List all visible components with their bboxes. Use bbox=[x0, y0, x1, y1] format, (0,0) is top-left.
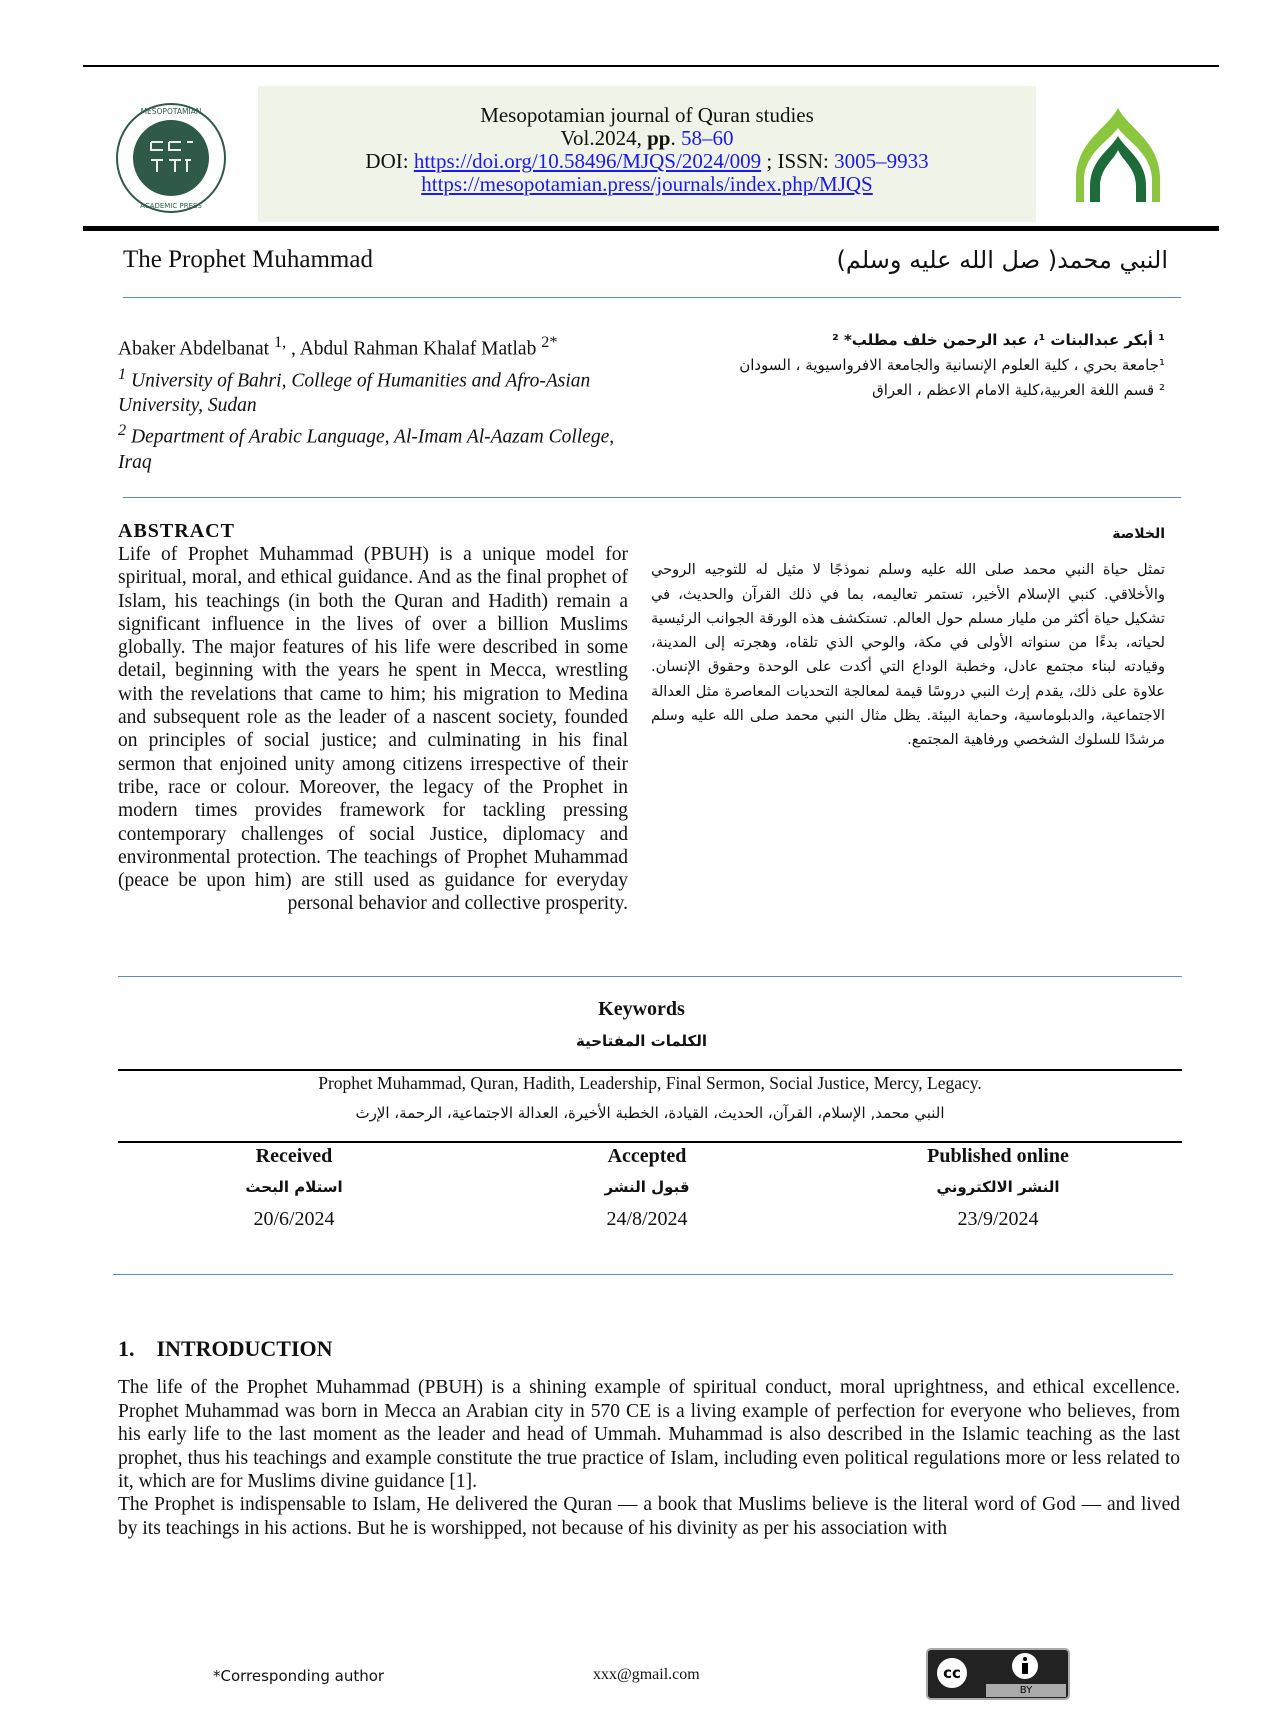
introduction-paragraph-1: The life of the Prophet Muhammad (PBUH) is a shining example of spiritual conduct, moral uprightness, and ethical excellence. Prophet Muhammad was born in Mecca an Arabian city in 570 CE is a living example of perfection for everyone who believes, from his early life to the last moment as the leader and head of Ummah. Muhammad is also described in the Islamic teaching as the last prophet, thus his teachings and example constitute the true practice of Islam, including even political regulations more or less related to it, which are for Muslims divine guidance [1]. bbox=[118, 1377, 1180, 1493]
abstract-heading: ABSTRACT bbox=[118, 520, 235, 542]
mesopotamian-press-logo bbox=[115, 102, 227, 214]
introduction-paragraph-2: The Prophet is indispensable to Islam, He delivered the Quran — a book that Muslims believe is the literal word of God — and lived by its teachings in his actions. But he is worshipped, not because of his divinity as per his association with bbox=[118, 1494, 1180, 1539]
journal-name: Mesopotamian journal of Quran studies bbox=[480, 103, 814, 127]
journal-url-link[interactable]: https://mesopotamian.press/journals/index.php/MJQS bbox=[421, 172, 873, 196]
published-label-arabic: النشر الالكتروني bbox=[936, 1178, 1060, 1196]
affiliation-arabic-2: ² قسم اللغة العربية،كلية الامام الاعظم ، العراق bbox=[872, 381, 1165, 399]
volume-label: Vol.2024, bbox=[560, 126, 648, 150]
pp-label: pp bbox=[647, 126, 671, 150]
header-thick-rule bbox=[83, 226, 1219, 231]
accepted-date: 24/8/2024 bbox=[606, 1208, 688, 1230]
introduction-section bbox=[118, 1337, 1180, 1540]
abstract-text-arabic: تمثل حياة النبي محمد صلى الله عليه وسلم نموذجًا لا مثيل له للتوجيه الروحي والأخلاقي. كنبي الإسلام الأخير، تستمر تعاليمه، بما في ذلك القرآن والحديث، في تشكيل حياة أكثر من مليار مسلم حول العالم. تستكشف هذه الورقة الجوانب الرئيسية لحياته، بدءًا من سنواته الأولى في مكة، والوحي الذي تلقاه، وهجرته إلى المدينة، وقيادته لبناء مجتمع عادل، وخطبة الوداع التي أكدت على الوحدة وحقوق الإنسان. علاوة على ذلك، يقدم إرث النبي دروسًا قيمة لمعالجة التحديات المعاصرة مثل العدالة الاجتماعية، والدبلوماسية، وحماية البيئة. يظل مثال النبي محمد صلى الله عليه وسلم مرشدًا للسلوك الشخصي ورفاهية المجتمع. bbox=[651, 561, 1165, 749]
attribution-icon bbox=[1012, 1653, 1038, 1679]
accepted-column bbox=[497, 1145, 797, 1231]
author-1-sup: 1, bbox=[273, 333, 287, 351]
title-english: The Prophet Muhammad bbox=[123, 246, 373, 273]
svg-text:ACADEMIC PRESS: ACADEMIC PRESS bbox=[140, 202, 202, 210]
received-column bbox=[144, 1145, 444, 1231]
page-range: 58–60 bbox=[680, 126, 734, 150]
abstract-arabic bbox=[651, 522, 1165, 753]
authors-rule bbox=[123, 497, 1181, 498]
by-label: BY bbox=[986, 1684, 1066, 1697]
cc-icon: cc bbox=[934, 1655, 970, 1691]
accepted-label-arabic: قبول النشر bbox=[604, 1178, 690, 1196]
doi-line bbox=[258, 150, 1036, 173]
affiliation-2: $^2$ Department of Arabic Language, Al-Imam Al-Aazam College, Iraq bbox=[118, 421, 615, 473]
corresponding-author-note: *Corresponding author bbox=[213, 1667, 385, 1685]
received-label-arabic: استلام البحث bbox=[245, 1178, 343, 1196]
keywords-heading: Keywords bbox=[598, 998, 685, 1020]
keywords-rule-bottom bbox=[118, 1141, 1182, 1143]
svg-text:MESOPOTAMIAN: MESOPOTAMIAN bbox=[140, 107, 202, 116]
received-label: Received bbox=[255, 1145, 333, 1167]
published-column bbox=[848, 1145, 1148, 1231]
keywords-list-arabic: النبي محمد, الإسلام، القرآن، الحديث، القيادة، الخطبة الأخيرة، العدالة الاجتماعية، الرحمة، الإرث bbox=[355, 1104, 945, 1122]
introduction-heading: 1. INTRODUCTION bbox=[118, 1336, 333, 1361]
dates-rule bbox=[113, 1274, 1173, 1275]
abstract-text: Life of Prophet Muhammad (PBUH) is a unique model for spiritual, moral, and ethical guidance. And as the final prophet of Islam, his teachings (in both the Quran and Hadith) remain a significant influence in the lives of over a billion Muslims globally. The major features of his life were described in some detail, beginning with the years he spent in Mecca, wrestling with the revelations that came to him; his migration to Medina and subsequent role as the leader of a nascent society, founded on principles of social justice; and culminating in his final sermon that enjoined unity among citizens irrespective of their tribe, race or colour. Moreover, the legacy of the Prophet in modern times provides framework for tackling pressing contemporary challenges of social Justice, diplomacy and environmental protection. The teachings of Prophet Muhammad (peace be upon him) are still used as guidance for everyday personal behavior and collective prosperity. bbox=[118, 544, 628, 915]
journal-arch-logo bbox=[1070, 106, 1166, 206]
issn-label: ; ISSN: bbox=[761, 149, 835, 173]
author-2-name: , Abdul Rahman Khalaf Matlab bbox=[286, 338, 542, 360]
authors-arabic bbox=[545, 328, 1165, 403]
keywords-heading-arabic: الكلمات المفتاحية bbox=[575, 1032, 707, 1050]
top-rule bbox=[83, 65, 1219, 67]
published-date: 23/9/2024 bbox=[957, 1208, 1039, 1230]
volume-pages: Vol.2024, pp. 58–60 bbox=[560, 126, 734, 150]
affiliation-arabic-1: ¹جامعة بحري ، كلية العلوم الإنسانية والجامعة الافرواسيوية ، السودان bbox=[739, 356, 1165, 374]
author-2-sup: 2* bbox=[541, 333, 558, 351]
doi-label: DOI: bbox=[365, 149, 414, 173]
journal-info-box bbox=[258, 86, 1036, 222]
doi-link[interactable]: https://doi.org/10.58496/MJQS/2024/009 bbox=[413, 149, 762, 173]
abstract-rule bbox=[118, 976, 1182, 977]
title-arabic: النبي محمد( صل الله عليه وسلم) bbox=[836, 246, 1168, 274]
keywords-rule-top bbox=[118, 1069, 1182, 1071]
corresponding-email: xxx@gmail.com bbox=[593, 1666, 700, 1683]
published-label: Published online bbox=[927, 1145, 1069, 1167]
title-rule bbox=[123, 297, 1181, 298]
issn-value: 3005–9933 bbox=[834, 149, 929, 173]
keywords-list: Prophet Muhammad, Quran, Hadith, Leadership, Final Sermon, Social Justice, Mercy, Legacy. bbox=[318, 1073, 982, 1093]
received-date: 20/6/2024 bbox=[253, 1208, 335, 1230]
affiliation-1: $^1$ University of Bahri, College of Humanities and Afro-Asian University, Sudan bbox=[118, 364, 591, 416]
abstract-heading-arabic: الخلاصة bbox=[1112, 526, 1165, 542]
abstract-english bbox=[118, 520, 628, 916]
cc-by-license-badge[interactable] bbox=[926, 1648, 1070, 1700]
accepted-label: Accepted bbox=[607, 1145, 687, 1167]
author-1-name: Abaker Abdelbanat bbox=[118, 338, 274, 360]
authors-arabic-names: ¹ أبكر عبدالبنات ¹، عبد الرحمن خلف مطلب* ² bbox=[832, 331, 1165, 349]
